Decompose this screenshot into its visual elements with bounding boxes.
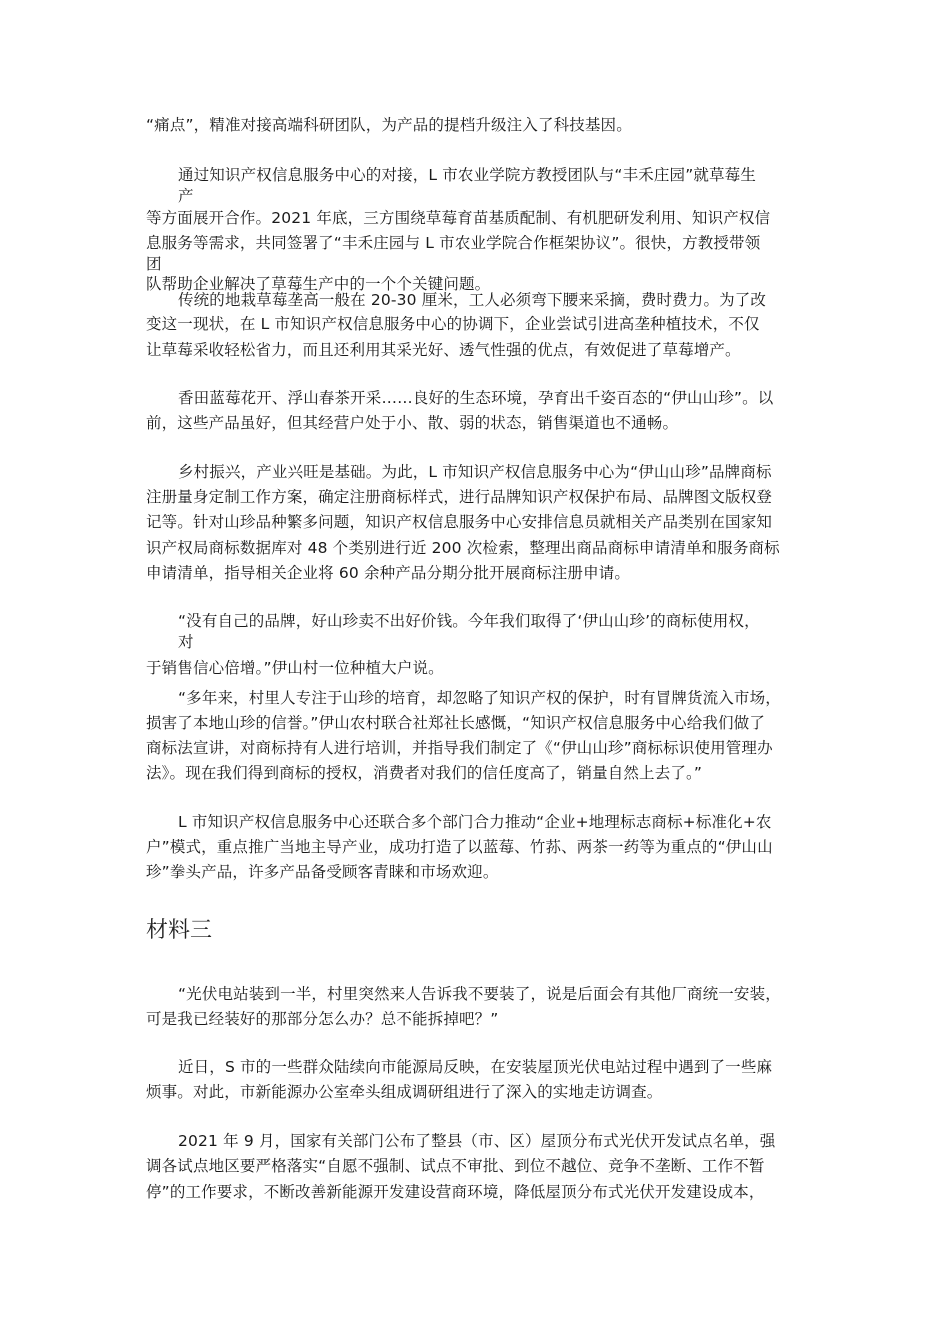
text-line: 损害了本地山珍的信誉。”伊山农村联合社郑社长感慨，“知识产权信息服务中心给我们做了 [146, 714, 765, 732]
text-line: 商标法宣讲，对商标持有人进行培训，并指导我们制定了《“伊山山珍”商标标识使用管理办 [146, 739, 773, 757]
text-line: 于销售信心倍增。”伊山村一位种植大户说。 [146, 659, 444, 677]
text-line: “痛点”，精准对接高端科研团队，为产品的提档升级注入了科技基因。 [146, 116, 632, 134]
text-line: 息服务等需求，共同签署了“丰禾庄园与 L 市农业学院合作框架协议”。很快，方教授带领 [146, 234, 761, 252]
text-line: 香田蓝莓花开、浮山春茶开采……良好的生态环境，孕育出千姿百态的“伊山山珍”。以 [178, 389, 774, 407]
section-heading: 材料三 [146, 918, 213, 943]
text-line: 乡村振兴，产业兴旺是基础。为此，L 市知识产权信息服务中心为“伊山山珍”品牌商标 [178, 463, 772, 481]
text-line: 2021 年 9 月，国家有关部门公布了整县（市、区）屋顶分布式光伏开发试点名单，强 [178, 1132, 776, 1150]
text-line: “没有自己的品牌，好山珍卖不出好价钱。今年我们取得了‘伊山山珍’的商标使用权， [178, 612, 760, 630]
text-line: 烦事。对此，市新能源办公室牵头组成调研组进行了深入的实地走访调查。 [146, 1083, 663, 1101]
text-line: 对 [178, 633, 194, 651]
text-line: 团 [146, 255, 162, 273]
text-line: “多年来，村里人专注于山珍的培育，却忽略了知识产权的保护，时有冒牌货流入市场， [178, 689, 781, 707]
text-line: 户”模式，重点推广当地主导产业，成功打造了以蓝莓、竹荪、两茶一药等为重点的“伊山山 [146, 838, 773, 856]
text-line: 队帮助企业解决了草莓生产中的一个个关键问题。 [146, 275, 491, 293]
text-line: L 市知识产权信息服务中心还联合多个部门合力推动“企业+地理标志商标+标准化+农 [178, 813, 772, 831]
text-line: 停”的工作要求，不断改善新能源开发建设营商环境，降低屋顶分布式光伏开发建设成本， [146, 1183, 765, 1201]
text-line: 可是我已经装好的那部分怎么办？总不能拆掉吧？” [146, 1010, 499, 1028]
text-line: 通过知识产权信息服务中心的对接，L 市农业学院方教授团队与“丰禾庄园”就草莓生 [178, 166, 756, 184]
text-line: 近日，S 市的一些群众陆续向市能源局反映，在安装屋顶光伏电站过程中遇到了一些麻 [178, 1058, 773, 1076]
text-line: 识产权局商标数据库对 48 个类别进行近 200 次检索，整理出商品商标申请清单和服务商标 [146, 539, 780, 557]
text-line: “光伏电站装到一半，村里突然来人告诉我不要装了，说是后面会有其他厂商统一安装， [178, 985, 781, 1003]
text-line: 前，这些产品虽好，但其经营户处于小、散、弱的状态，销售渠道也不通畅。 [146, 414, 679, 432]
text-line: 注册量身定制工作方案，确定注册商标样式，进行品牌知识产权保护布局、品牌图文版权登 [146, 488, 773, 506]
text-line: 调各试点地区要严格落实“自愿不强制、试点不审批、到位不越位、竞争不垄断、工作不暂 [146, 1157, 765, 1175]
text-line: 产 [178, 187, 194, 205]
text-line: 珍”拳头产品，许多产品备受顾客青睐和市场欢迎。 [146, 863, 499, 881]
text-line: 变这一现状，在 L 市知识产权信息服务中心的协调下，企业尝试引进高垄种植技术，不仅 [146, 315, 760, 333]
text-line: 让草莓采收轻松省力，而且还利用其采光好、透气性强的优点，有效促进了草莓增产。 [146, 341, 741, 359]
text-line: 传统的地栽草莓垄高一般在 20-30 厘米，工人必须弯下腰来采摘，费时费力。为了改 [178, 291, 767, 309]
text-line: 申请清单，指导相关企业将 60 余种产品分期分批开展商标注册申请。 [146, 564, 631, 582]
text-line: 等方面展开合作。2021 年底，三方围绕草莓育苗基质配制、有机肥研发利用、知识产权信 [146, 209, 771, 227]
text-line: 记等。针对山珍品种繁多问题，知识产权信息服务中心安排信息员就相关产品类别在国家知 [146, 513, 773, 531]
text-line: 法》。现在我们得到商标的授权，消费者对我们的信任度高了，销量自然上去了。” [146, 764, 703, 782]
